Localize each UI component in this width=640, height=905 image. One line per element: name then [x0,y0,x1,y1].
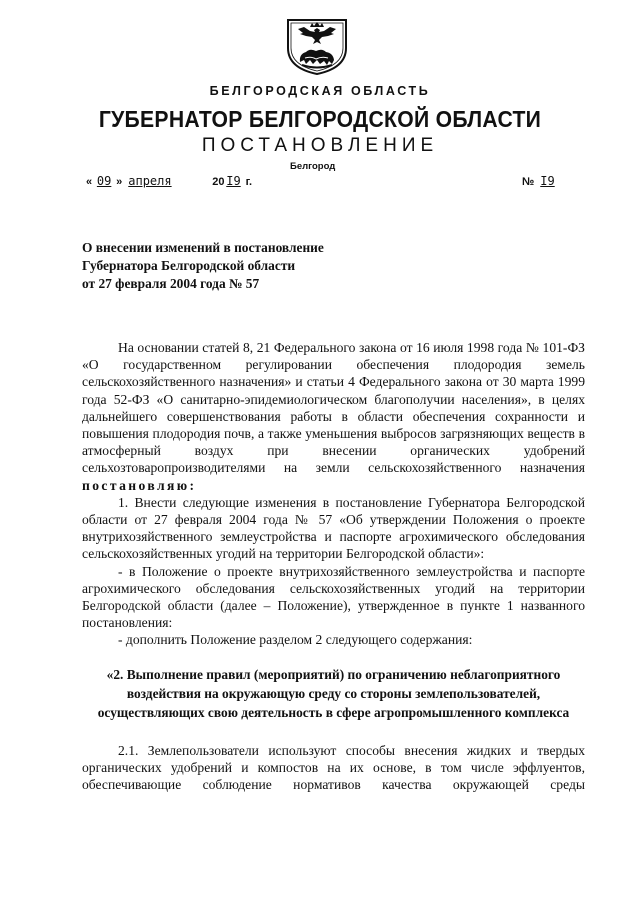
date-close-quote: » [116,176,123,188]
item-1-sub-1-paragraph: - в Положение о проекте внутрихозяйственного землеустройства и паспорте агрохимического обследования сельскохозяйственных угодий на территории Белгородской области (далее – Положение), утвержденное в пункте 1 названного постановления: [82,563,585,631]
item-1-sub-2-paragraph: - дополнить Положение разделом 2 следующего содержания: [118,632,473,648]
item-1-paragraph: 1. Внести следующие изменения в постановление Губернатора Белгородской области от 27 февраля 2004 года № 57 «Об утверждении Положения о проекте внутрихозяйственного землеустройства и паспорте агрохимического обследования сельскохозяйственных угодий на территории Белгородской области»: [82,494,585,562]
subject-line-2: Губернатора Белгородской области [82,258,296,273]
document-subject [82,239,402,293]
city-name: Белгород [290,161,336,172]
date-line [86,174,252,188]
date-year-prefix: 20 [212,176,225,188]
resolve-word: постановляю: [82,477,197,493]
date-year-suffix: I9 [226,174,241,188]
number-label: № [522,176,535,188]
paragraph-2-1: 2.1. Землепользователи используют способы внесения жидких и твердых органических удобрений и компостов на их основе, в том числе эффлуентов, обеспечивающие соблюдение нормативов качества окружающей среды [82,742,585,793]
date-month: апреля [128,174,172,188]
subject-line-1: О внесении изменений в постановление [82,240,324,255]
date-year-unit: г. [245,176,253,188]
date-open-quote: « [86,176,93,188]
preamble-text: На основании статей 8, 21 Федерального закона от 16 июля 1998 года № 101-ФЗ «О государственном регулировании обеспечения плодородия земель сельскохозяйственного назначения» и статьи 4 Федерального закона от 30 марта 1999 года 52-ФЗ «О санитарно-эпидемиологическом благополучии населения», в целях дальнейшего совершенствования работы в области обеспечения сохранности и повышения плодородия почв, а также уменьшения выбросов загрязняющих веществ в атмосферный воздух при внесении органических удобрений сельхозтоваропроизводителями на земли сельскохозяйственного назначения [82,340,585,476]
belgorod-coat-of-arms-icon [286,18,348,76]
document-type: ПОСТАНОВЛЕНИЕ [201,135,439,156]
authority-title: ГУБЕРНАТОР БЕЛГОРОДСКОЙ ОБЛАСТИ [98,106,542,132]
document-number-line [522,174,574,188]
document-body [82,339,585,793]
subject-line-3: от 27 февраля 2004 года № 57 [82,276,260,291]
region-name: БЕЛГОРОДСКАЯ ОБЛАСТЬ [209,84,431,98]
date-day: 09 [96,174,112,188]
section-2-heading: «2. Выполнение правил (мероприятий) по ограничению неблагоприятного воздействия на окружающую среду со стороны землепользователей, осуществляющих свою деятельность в сфере агропромышленного комплекса [97,666,570,720]
document-number: I9 [540,174,555,188]
preamble-paragraph [82,339,585,494]
